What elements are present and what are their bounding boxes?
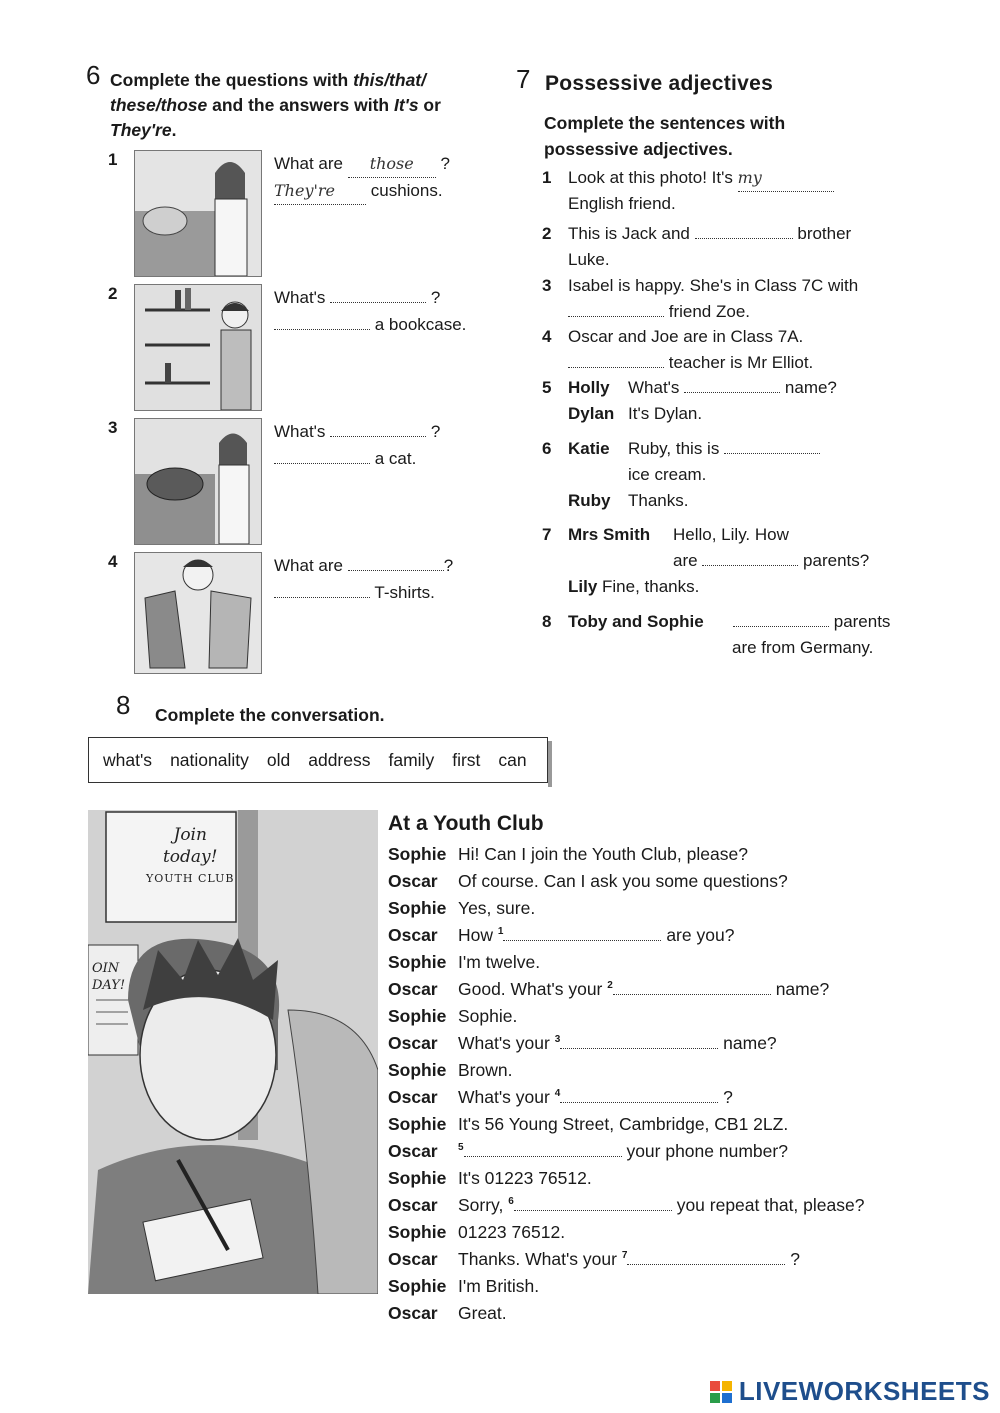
gap-number: 4 xyxy=(554,1088,561,1100)
ex6-q4 xyxy=(274,552,453,579)
dialogue-line xyxy=(388,952,540,973)
q-suffix: ? xyxy=(430,422,441,441)
tshirts-picture xyxy=(134,552,262,674)
ex7-1-line2: English friend. xyxy=(568,194,676,213)
ex7-5-suffix: name? xyxy=(784,378,837,397)
dialogue-line xyxy=(388,871,788,892)
line-suffix: name? xyxy=(775,979,830,999)
line-text: Great. xyxy=(458,1303,507,1323)
ex7-7-answer-field[interactable] xyxy=(702,551,798,566)
ex6-instr-it3: They're xyxy=(110,120,172,140)
ex7-6-reply: Thanks. xyxy=(628,491,689,510)
ex6-item-number: 2 xyxy=(108,284,118,303)
line-text: Sophie. xyxy=(458,1006,518,1026)
dialogue-line xyxy=(388,1249,800,1270)
q-prefix: What are xyxy=(274,154,343,173)
speaker-name: Dylan xyxy=(568,404,615,423)
speaker-name: Oscar xyxy=(388,1303,438,1323)
dialogue-line xyxy=(388,1033,777,1054)
ex7-5-text: What's xyxy=(628,378,680,397)
sign-line: Join xyxy=(173,825,207,845)
ex7-2-suffix: brother xyxy=(797,224,852,243)
speaker-name: Sophie xyxy=(388,1222,447,1242)
ex7-4-answer-field[interactable] xyxy=(568,353,664,368)
speaker-name: Toby and Sophie xyxy=(568,612,704,631)
speaker-name: Mrs Smith xyxy=(568,525,651,544)
gap-5-answer-field[interactable] xyxy=(464,1142,622,1157)
word-option: can xyxy=(498,749,527,770)
line-text: Brown. xyxy=(458,1060,513,1080)
ex7-item-2 xyxy=(542,221,922,273)
ex7-7-reply: Fine, thanks. xyxy=(602,577,700,596)
speaker-name: Oscar xyxy=(388,1033,438,1053)
speaker-name: Katie xyxy=(568,439,610,458)
ex6-instruction xyxy=(110,68,500,143)
ex7-item-5 xyxy=(542,375,922,427)
ex6-instr-it1: this/that/ these/those xyxy=(110,70,426,115)
ex6-item-4 xyxy=(108,552,498,682)
ex7-item-number: 8 xyxy=(542,612,552,631)
ex7-8-suffix: parents xyxy=(833,612,891,631)
line-text: It's 01223 76512. xyxy=(458,1168,592,1188)
ex7-item-number: 4 xyxy=(542,327,552,346)
ex8-instruction: Complete the conversation. xyxy=(155,705,385,725)
a-suffix: cushions. xyxy=(370,181,443,200)
ex7-2-text: This is Jack and xyxy=(568,224,690,243)
ex7-2-answer-field[interactable] xyxy=(695,224,793,239)
ex6-instr-d: . xyxy=(171,120,177,140)
a2-answer-field[interactable] xyxy=(274,315,370,330)
speaker-name: Sophie xyxy=(388,1168,447,1188)
ex7-number: 7 xyxy=(516,64,531,94)
ex7-4-text: Oscar and Joe are in Class 7A. xyxy=(568,327,804,346)
gap-2-answer-field[interactable] xyxy=(613,980,771,995)
liveworksheets-logo[interactable]: LIVEWORKSHEETS xyxy=(738,1376,990,1406)
bookcase-picture xyxy=(134,284,262,411)
ex7-3-suffix: friend Zoe. xyxy=(668,302,750,321)
a4-answer-field[interactable] xyxy=(274,583,370,598)
join-sign xyxy=(146,824,234,890)
ex6-item-3 xyxy=(108,418,498,548)
line-text: Of course. Can I ask you some questions? xyxy=(458,871,788,891)
ex7-6-answer-field[interactable] xyxy=(724,439,820,454)
dialogue-line xyxy=(388,1060,512,1081)
word-box-shadow xyxy=(548,741,552,787)
dialogue-line xyxy=(388,1276,539,1297)
ex8-number: 8 xyxy=(116,690,131,720)
ex7-7-text2: are xyxy=(673,551,698,570)
ex6-item-number: 3 xyxy=(108,418,118,437)
ex7-item-number: 2 xyxy=(542,224,552,243)
dialogue-line xyxy=(388,1087,733,1108)
gap-number: 1 xyxy=(497,926,504,938)
q-suffix: ? xyxy=(440,154,450,173)
word-option: family xyxy=(388,749,435,770)
ex7-instruction: Complete the sentences with possessive adjectives. xyxy=(544,113,786,159)
q-prefix: What's xyxy=(274,288,326,307)
line-text: How xyxy=(458,925,494,945)
gap-6-answer-field[interactable] xyxy=(514,1196,672,1211)
q-suffix: ? xyxy=(443,556,454,575)
line-suffix: are you? xyxy=(666,925,735,945)
speaker-name: Ruby xyxy=(568,491,611,510)
speaker-name: Oscar xyxy=(388,925,438,945)
ex7-item-3 xyxy=(542,273,922,325)
gap-number: 6 xyxy=(508,1196,514,1208)
a-suffix: T-shirts. xyxy=(374,583,435,602)
line-text: Good. What's your xyxy=(458,979,603,999)
line-text: Sorry, xyxy=(458,1195,504,1215)
ex6-a2 xyxy=(274,311,466,338)
speaker-name: Sophie xyxy=(388,1060,447,1080)
ex6-a4 xyxy=(274,579,435,606)
line-text: It's 56 Young Street, Cambridge, CB1 2LZ. xyxy=(458,1114,789,1134)
dialogue-line xyxy=(388,1114,788,1135)
q4-answer-field[interactable] xyxy=(348,556,444,571)
q-prefix: What's xyxy=(274,422,326,441)
ex7-item-7 xyxy=(542,522,922,600)
speaker-name: Oscar xyxy=(388,1087,438,1107)
ex7-7-text: Hello, Lily. How xyxy=(673,525,789,544)
a3-answer-field[interactable] xyxy=(274,449,370,464)
speaker-name: Sophie xyxy=(388,1276,447,1296)
gap-7-answer-field[interactable] xyxy=(627,1250,785,1265)
ex6-item-2 xyxy=(108,284,498,414)
ex7-4-suffix: teacher is Mr Elliot. xyxy=(668,353,814,372)
ex7-1-answer-field[interactable]: my xyxy=(738,165,834,192)
liveworksheets-logo-icon xyxy=(710,1381,732,1403)
youth-club-illustration xyxy=(88,810,378,1294)
speaker-name: Sophie xyxy=(388,1006,447,1026)
ex7-item-1 xyxy=(542,165,922,217)
ex7-item-number: 5 xyxy=(542,378,552,397)
ex6-a3 xyxy=(274,445,416,472)
ex7-1-text: Look at this photo! It's xyxy=(568,168,733,187)
dialogue-line xyxy=(388,1195,864,1216)
a1-answer-field[interactable]: They're xyxy=(274,177,366,205)
speaker-name: Holly xyxy=(568,378,610,397)
gap-4-answer-field[interactable] xyxy=(560,1088,718,1103)
gap-number: 7 xyxy=(621,1250,628,1262)
ex7-item-number: 1 xyxy=(542,168,552,187)
speaker-name: Oscar xyxy=(388,1195,438,1215)
sign-line: YOUTH CLUB xyxy=(146,872,235,885)
line-text: 01223 76512. xyxy=(458,1222,566,1242)
line-text: What's your xyxy=(458,1033,550,1053)
dialogue-line xyxy=(388,979,829,1000)
word-option: nationality xyxy=(170,749,249,770)
word-box xyxy=(88,737,548,783)
line-text: I'm British. xyxy=(458,1276,540,1296)
a-suffix: a cat. xyxy=(374,449,417,468)
word-option: first xyxy=(452,749,481,770)
ex7-item-4 xyxy=(542,324,922,376)
speaker-name: Lily xyxy=(568,577,598,596)
poster-line: DAY! xyxy=(92,978,126,993)
line-suffix: ? xyxy=(790,1249,800,1269)
sign-line: today! xyxy=(162,847,218,867)
dialogue-line xyxy=(388,1141,788,1162)
speaker-name: Oscar xyxy=(388,871,438,891)
line-suffix: ? xyxy=(723,1087,733,1107)
conversation-title: At a Youth Club xyxy=(388,812,544,835)
ex6-instr-it2: It's xyxy=(393,95,419,115)
word-option: old xyxy=(266,749,291,770)
ex6-instr-c: or xyxy=(418,95,441,115)
ex7-title: Possessive adjectives xyxy=(545,72,774,95)
line-text: Hi! Can I join the Youth Club, please? xyxy=(458,844,748,864)
line-text: Yes, sure. xyxy=(458,898,536,918)
cushions-picture xyxy=(134,150,262,277)
ex7-8-line2: are from Germany. xyxy=(732,638,874,657)
ex6-q2 xyxy=(274,284,440,311)
gap-3-answer-field[interactable] xyxy=(560,1034,718,1049)
speaker-name: Sophie xyxy=(388,898,447,918)
dialogue-line xyxy=(388,1168,592,1189)
line-suffix: you repeat that, please? xyxy=(676,1195,865,1215)
a-suffix: a bookcase. xyxy=(374,315,467,334)
ex6-item-number: 1 xyxy=(108,150,118,169)
line-suffix: your phone number? xyxy=(626,1141,788,1161)
ex7-item-number: 6 xyxy=(542,439,552,458)
ex7-8-answer-field[interactable] xyxy=(733,612,829,627)
gap-number: 3 xyxy=(554,1034,561,1046)
line-suffix: name? xyxy=(723,1033,777,1053)
dialogue-line xyxy=(388,1222,565,1243)
word-option: what's xyxy=(103,749,153,770)
ex7-3-text: Isabel is happy. She's in Class 7C with xyxy=(568,276,859,295)
ex6-item-number: 4 xyxy=(108,552,118,571)
ex6-q1 xyxy=(274,150,450,178)
ex6-instr-b: and the answers with xyxy=(207,95,394,115)
dialogue-line xyxy=(388,898,535,919)
poster-text xyxy=(92,960,125,994)
cat-picture xyxy=(134,418,262,545)
gap-number: 5 xyxy=(458,1142,464,1154)
q1-answer-field[interactable]: those xyxy=(348,150,436,178)
q-prefix: What are xyxy=(274,556,343,575)
q3-answer-field[interactable] xyxy=(330,422,426,437)
gap-1-answer-field[interactable] xyxy=(503,926,661,941)
ex7-7-suffix: parents? xyxy=(803,551,870,570)
gap-number: 2 xyxy=(607,980,613,992)
ex7-6-line2: ice cream. xyxy=(628,465,707,484)
q2-answer-field[interactable] xyxy=(330,288,426,303)
ex7-3-answer-field[interactable] xyxy=(568,302,664,317)
speaker-name: Oscar xyxy=(388,1249,438,1269)
dialogue-line xyxy=(388,1303,507,1324)
dialogue-line xyxy=(388,844,748,865)
ex6-instr-a: Complete the questions with xyxy=(110,70,354,90)
speaker-name: Sophie xyxy=(388,844,447,864)
ex7-5-answer-field[interactable] xyxy=(684,378,780,393)
ex7-item-6 xyxy=(542,436,922,514)
ex6-item-1 xyxy=(108,150,498,280)
poster-line: OIN xyxy=(92,961,120,976)
line-text: Thanks. What's your xyxy=(458,1249,617,1269)
ex7-5-reply: It's Dylan. xyxy=(628,404,703,423)
ex6-a1 xyxy=(274,177,443,205)
ex7-item-number: 3 xyxy=(542,276,552,295)
ex7-6-text: Ruby, this is xyxy=(628,439,720,458)
speaker-name: Sophie xyxy=(388,1114,447,1134)
dialogue-line xyxy=(388,1006,517,1027)
line-text: I'm twelve. xyxy=(458,952,541,972)
dialogue-line xyxy=(388,925,734,946)
speaker-name: Oscar xyxy=(388,1141,438,1161)
word-option: address xyxy=(308,749,371,770)
ex7-item-8 xyxy=(542,609,922,661)
ex6-q3 xyxy=(274,418,440,445)
speaker-name: Oscar xyxy=(388,979,438,999)
ex6-number: 6 xyxy=(86,60,101,90)
ex7-2-line2: Luke. xyxy=(568,250,610,269)
q-suffix: ? xyxy=(430,288,441,307)
ex7-item-number: 7 xyxy=(542,525,552,544)
speaker-name: Sophie xyxy=(388,952,447,972)
line-text: What's your xyxy=(458,1087,550,1107)
